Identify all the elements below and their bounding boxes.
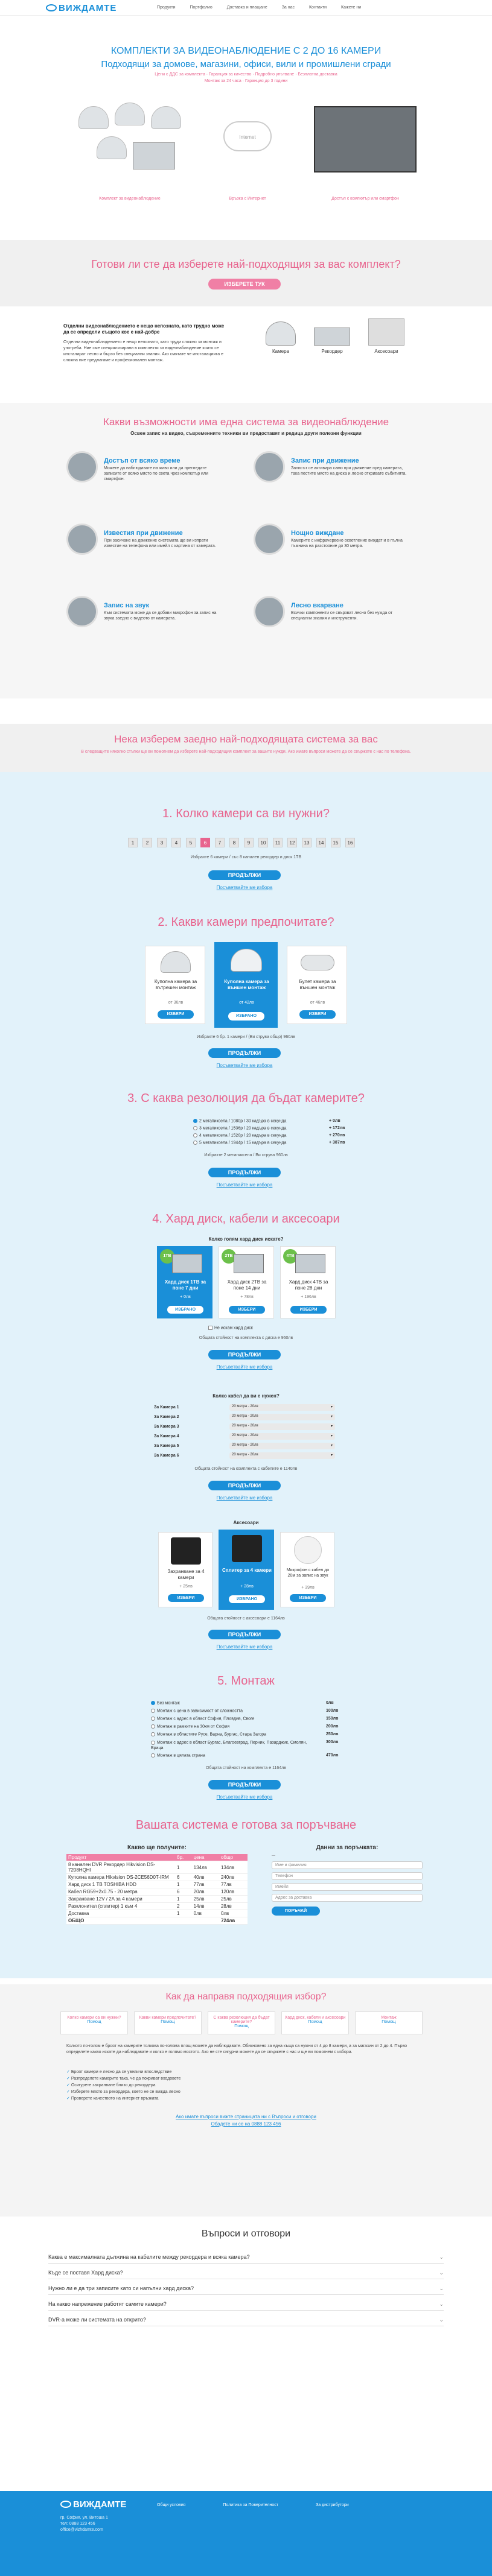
- cloud-icon: Internet: [223, 121, 272, 151]
- order-form-hint: —: [272, 1854, 275, 1858]
- count-option[interactable]: 11: [273, 838, 283, 847]
- step5-title: 5. Монтаж: [217, 1674, 275, 1688]
- order-summary-title: Какво ще получите:: [127, 1844, 187, 1851]
- nav-item[interactable]: Доставка и плащане: [226, 5, 267, 10]
- list-item: ✓ Броят камери е лесно да се увеличи впоследствие: [66, 2070, 172, 2074]
- count-option[interactable]: 9: [244, 838, 254, 847]
- devices-image: [314, 106, 417, 172]
- resolution-option[interactable]: 5 мегапиксела / 1944p / 15 кадъра в секунда: [193, 1141, 302, 1145]
- count-option[interactable]: 16: [345, 838, 355, 847]
- ready-title: Готови ли сте да изберете най-подходящия за вас комплект?: [91, 258, 401, 270]
- feature-title: Запис при движение: [291, 457, 359, 464]
- resolution-price: + 0лв: [329, 1119, 340, 1123]
- resolution-option[interactable]: 2 мегапиксела / 1080p / 30 кадъра в секунда: [193, 1119, 302, 1123]
- disk-price: + 78лв: [240, 1295, 254, 1299]
- install-option[interactable]: Без монтаж: [151, 1701, 308, 1705]
- chevron-down-icon: ▾: [330, 1425, 333, 1428]
- cable-select[interactable]: 20 метра - 20лв ▾: [229, 1443, 335, 1449]
- cable-select[interactable]: 20 метра - 20лв ▾: [229, 1452, 335, 1459]
- step5-note: Общата стойност на комплекта е 1164лв: [206, 1766, 286, 1770]
- logo[interactable]: ВИЖДАМТЕ: [46, 3, 117, 13]
- hero: [0, 16, 492, 233]
- name-field[interactable]: Име и фамилия: [272, 1861, 423, 1869]
- choose-button[interactable]: ИЗБЕРЕТЕ ТУК: [208, 279, 281, 290]
- camera-image: [161, 951, 191, 973]
- install-price: 0лв: [326, 1701, 334, 1705]
- check-icon: ✓: [66, 2070, 70, 2074]
- cable-label: За Камера 5: [154, 1444, 179, 1448]
- howto-section: [0, 1984, 492, 2217]
- chevron-down-icon: ▾: [330, 1444, 333, 1448]
- advice-link[interactable]: Посъветвайте ме избора: [216, 1794, 273, 1800]
- disk-card-selected[interactable]: [157, 1246, 212, 1318]
- logo-eye-icon: [46, 4, 57, 11]
- feature-title: Достъп от всяко време: [104, 457, 181, 464]
- continue-button[interactable]: ПРОДЪЛЖИ: [208, 1168, 281, 1177]
- feature-text: Камерите с инфрачервено осветление виждат и в пълна тъмнина на разстояние до 30 метра.: [291, 539, 403, 548]
- list-item: ✓ Проверете качеството на интернет връзката: [66, 2097, 159, 2101]
- submit-order-button[interactable]: ПОРЪЧАЙ: [272, 1907, 320, 1916]
- faq-item[interactable]: Нужно ли е да три записите като си напълни хард диска? ⌄: [48, 2282, 444, 2295]
- camera-image: [301, 955, 334, 970]
- selected-button[interactable]: ИЗБРАНО: [228, 1012, 264, 1021]
- order-form: [272, 1861, 423, 1916]
- accessories-title: Аксесоари: [233, 1520, 259, 1525]
- install-option[interactable]: Монтаж с цена в зависимост от сложността: [151, 1709, 308, 1713]
- chevron-down-icon: ⌄: [439, 2254, 444, 2260]
- hero-subtitle: Подходящи за домове, магазини, офиси, вили и промишлени сгради: [101, 59, 391, 69]
- feature-title: Запис на звук: [104, 602, 149, 609]
- disk-name: Хард диск 4TB за поне 28 дни: [289, 1279, 328, 1291]
- feature-image: [66, 451, 98, 483]
- install-price: 150лв: [326, 1717, 339, 1721]
- camera-name: Куполна камера за вътрешен монтаж: [154, 979, 197, 990]
- header: [0, 0, 492, 16]
- camera-card[interactable]: [287, 946, 347, 1024]
- accessory-name: Сплитер за 4 камери: [222, 1568, 272, 1573]
- resolution-price: + 270лв: [329, 1133, 345, 1138]
- table-row: Куполна камера Hikvision DS-2CE56D0T-IRM 6 40лв 240лв: [66, 1874, 248, 1881]
- order-title: Вашата система е готова за поръчване: [135, 1818, 357, 1832]
- count-option[interactable]: 10: [258, 838, 268, 847]
- step2-note: Избрахте 6 бр. 1 камери / (Ви струва общо) 960лв: [197, 1035, 295, 1039]
- step2-title: 2. Какви камери предпочитате?: [158, 916, 334, 929]
- accessories-image: [368, 318, 404, 346]
- col-total: общо: [219, 1854, 248, 1861]
- splitter-image: [232, 1535, 262, 1562]
- disk-card[interactable]: [280, 1246, 336, 1318]
- disk-name: Хард диск 2TB за поне 14 дни: [227, 1279, 267, 1291]
- radio-icon[interactable]: [151, 1741, 155, 1745]
- advice-link[interactable]: Посъветвайте ме избора: [216, 1364, 273, 1370]
- step1-note: Избрахте 6 камери / със 8 канален рекордер и диск 1TB: [190, 855, 301, 859]
- about-heading: Отделни видеонаблюдението е нещо непознато, като трудно може да се определи същото кое е най-добре: [63, 323, 225, 335]
- footer-contact: гр. София, ул. Витоша 1 тел: 0888 123 456 office@vizhdamte.com: [60, 2516, 108, 2532]
- camera-card-selected[interactable]: [214, 942, 278, 1028]
- table-row: Кабел RG59+2x0.75 - 20 метра 6 20лв 120лв: [66, 1888, 248, 1896]
- power-supply-image: [171, 1537, 201, 1565]
- chevron-down-icon: ▾: [330, 1434, 333, 1438]
- feature-title: Нощно виждане: [291, 530, 344, 537]
- table-row: Хард диск 1 TB TOSHIBA HDD 1 77лв 77лв: [66, 1881, 248, 1888]
- accessory-name: Микрофон с кабел до 20м за запис на звук: [286, 1568, 330, 1578]
- count-option[interactable]: 12: [287, 838, 297, 847]
- step4-title: 4. Хард диск, кабели и аксесоари: [152, 1212, 340, 1226]
- address-field[interactable]: Адрес за доставка: [272, 1894, 423, 1902]
- cable-label: За Камера 6: [154, 1454, 179, 1458]
- microphone-image: [294, 1536, 322, 1564]
- email-field[interactable]: Имейл: [272, 1883, 423, 1891]
- hero-label: Достъп с компютър или смартфон: [331, 197, 399, 201]
- hero-label: Връзка с Интернет: [229, 197, 266, 201]
- continue-button[interactable]: ПРОДЪЛЖИ: [208, 870, 281, 880]
- count-option[interactable]: 14: [316, 838, 326, 847]
- col-product: Продукт: [66, 1854, 175, 1861]
- accessory-card[interactable]: [158, 1532, 212, 1607]
- selected-button[interactable]: ИЗБРАНО: [229, 1595, 265, 1603]
- accessory-price: + 39лв: [301, 1586, 315, 1590]
- advice-link[interactable]: Посъветвайте ме избора: [216, 885, 273, 890]
- col-qty: бр.: [175, 1854, 192, 1861]
- table-row: Доставка 1 0лв 0лв: [66, 1910, 248, 1917]
- step1-title: 1. Колко камери са ви нужни?: [162, 807, 330, 820]
- chevron-down-icon: ⌄: [439, 2285, 444, 2291]
- resolution-price: + 172лв: [329, 1126, 345, 1130]
- chevron-down-icon: ▾: [330, 1454, 333, 1457]
- radio-icon[interactable]: [151, 1732, 155, 1736]
- footer-link[interactable]: Политика за Поверителност: [223, 2503, 279, 2507]
- disk-image: [295, 1254, 325, 1273]
- features-title: Какви възможности има една система за видеонаблюдение: [103, 416, 389, 428]
- hero-label: Комплект за видеонаблюдение: [99, 197, 161, 201]
- accessory-card[interactable]: [280, 1532, 334, 1607]
- count-option[interactable]: 3: [157, 838, 167, 847]
- howto-card[interactable]: Колко камери са ви нужни? Помощ: [60, 2011, 128, 2034]
- feature-text: Записът се активира само при движение пред камерата, така пестите място на диска и лесно откривате събитията.: [291, 466, 407, 476]
- disk-tag: 4TB: [283, 1249, 298, 1264]
- footer-links: [157, 2503, 349, 2507]
- accessory-note: Общата стойност с аксесоари е 1164лв: [207, 1616, 285, 1621]
- order-form-title: Данни за поръчката:: [316, 1844, 379, 1851]
- feature-image: [254, 451, 285, 483]
- count-option[interactable]: 13: [302, 838, 311, 847]
- about-text: Отделни видеонаблюдението е нещо непознато, като труди сложно за монтаж и употреба. Ние сме специализирани в комплекти за видеонаблюдение които се инсталират лесно и бързо без специални знания. Ако смятате че инсталацията е сложна ние предлагаме и професионален монтаж.: [63, 340, 224, 362]
- install-price: 300лв: [326, 1740, 339, 1744]
- footer-link[interactable]: За дистрибутори: [315, 2503, 349, 2507]
- cable-select[interactable]: 20 метра - 20лв ▾: [229, 1414, 335, 1420]
- feature-title: Известия при движение: [104, 530, 183, 537]
- nav: [157, 5, 361, 10]
- chevron-down-icon: ⌄: [439, 2270, 444, 2276]
- count-option[interactable]: 7: [215, 838, 225, 847]
- disk-tag: 1TB: [160, 1249, 174, 1264]
- feature-text: При засичане на движение системата ще ви изпрати известие на телефона или имейл с картина от камерата.: [104, 539, 216, 548]
- hero-title: КОМПЛЕКТИ ЗА ВИДЕОНАБЛЮДЕНИЕ С 2 ДО 16 КАМЕРИ: [110, 46, 382, 56]
- resolution-option[interactable]: 3 мегапиксела / 1536p / 20 кадъра в секунда: [193, 1126, 302, 1130]
- select-button[interactable]: ИЗБЕРИ: [158, 1010, 194, 1019]
- radio-icon[interactable]: [151, 1724, 155, 1729]
- faq-title: Въпроси и отговори: [201, 2229, 291, 2239]
- features-subtitle: Освен запис на видео, съвременните техники ви предоставят и редица други полезни функции: [130, 431, 362, 436]
- order-table: [66, 1854, 248, 1925]
- table-row: 8 канален DVR Рекордер Hikvision DS-7208HQHI 1 134лв 134лв: [66, 1861, 248, 1874]
- count-option[interactable]: 5: [186, 838, 196, 847]
- chevron-down-icon: ▾: [330, 1415, 333, 1419]
- nav-item[interactable]: За нас: [281, 5, 295, 10]
- feature-text: Всички компоненти се свързват лесно без нужда от специални знания и инструменти.: [291, 611, 393, 621]
- about-item: Аксесоари: [374, 349, 398, 354]
- advice-link[interactable]: Посъветвайте ме избора: [216, 1063, 273, 1068]
- continue-button[interactable]: ПРОДЪЛЖИ: [208, 1048, 281, 1058]
- feature-image: [66, 596, 98, 627]
- checkbox-icon[interactable]: [208, 1326, 212, 1330]
- cable-select[interactable]: 20 метра - 20лв ▾: [229, 1423, 335, 1430]
- feature-text: Към системата може да се добави микрофон за запис на звука заедно с видеото от камерата.: [104, 611, 217, 621]
- nav-item[interactable]: Кажете ни: [341, 5, 362, 10]
- camera-name: Куполна камера за външен монтаж: [224, 979, 269, 990]
- cable-note: Общата стойност на комплекта с кабелите е 1140лв: [194, 1467, 298, 1471]
- disk-name: Хард диск 1TB за поне 7 дни: [164, 1279, 206, 1291]
- camera-price: от 36лв: [168, 1001, 184, 1005]
- radio-icon[interactable]: [151, 1709, 155, 1713]
- check-icon: ✓: [66, 2090, 70, 2094]
- select-button[interactable]: ИЗБЕРИ: [290, 1306, 327, 1314]
- kit-image: [72, 100, 187, 185]
- faq-item[interactable]: Каква е максималната дължина на кабелите между рекордера и всяка камера? ⌄: [48, 2250, 444, 2264]
- count-option[interactable]: 2: [142, 838, 152, 847]
- howto-card[interactable]: Хард диск, кабели и аксесоари Помощ: [281, 2011, 349, 2034]
- radio-icon[interactable]: [193, 1126, 197, 1130]
- disk-image: [172, 1254, 202, 1273]
- continue-button[interactable]: ПРОДЪЛЖИ: [208, 1780, 281, 1790]
- about-item: Рекордер: [321, 349, 343, 354]
- select-button[interactable]: ИЗБЕРИ: [229, 1306, 265, 1314]
- phone-link[interactable]: Обадете ни се на 0888 123 456: [211, 2121, 281, 2127]
- install-price: 250лв: [326, 1732, 339, 1736]
- radio-icon[interactable]: [193, 1133, 197, 1138]
- features-section: [0, 403, 492, 698]
- advice-link[interactable]: Посъветвайте ме избора: [216, 1182, 273, 1188]
- feature-image: [66, 524, 98, 555]
- faq-link[interactable]: Ако имате въпроси вижте страницата ни с Въпроси и отговори: [176, 2114, 316, 2119]
- count-option[interactable]: 15: [331, 838, 340, 847]
- step3-note: Избрахте 2 мегапиксела / Ви струва 960лв: [204, 1153, 288, 1157]
- list-item: ✓ Осигурете захранване близо до рекордера: [66, 2083, 156, 2087]
- nav-item[interactable]: Контакти: [308, 5, 327, 10]
- selected-button[interactable]: ИЗБРАНО: [167, 1306, 203, 1314]
- check-icon: ✓: [66, 2083, 70, 2087]
- advice-link[interactable]: Посъветвайте ме избора: [216, 1495, 273, 1501]
- camera-price: от 42лв: [239, 1001, 254, 1005]
- feature-image: [254, 524, 285, 555]
- cable-label: За Камера 2: [154, 1415, 179, 1419]
- count-option[interactable]: 8: [229, 838, 239, 847]
- check-icon: ✓: [66, 2077, 70, 2081]
- list-item: ✓ Изберете място за рекордера, което не се вижда лесно: [66, 2090, 181, 2094]
- table-row: Захранване 12V / 2A за 4 камери 1 25лв 25лв: [66, 1896, 248, 1903]
- resolution-option[interactable]: 4 мегапиксела / 1520p / 20 кадъра в секунда: [193, 1133, 302, 1138]
- cable-label: За Камера 1: [154, 1405, 179, 1410]
- radio-icon[interactable]: [151, 1753, 155, 1758]
- about-item: Камера: [272, 349, 289, 354]
- howto-text: Колкото по-голям е броят на камерите толкова по-голяма площ можете да наблюдавате. Обикновено за една къща са нужни от 4 до 8 камери, а за магазин от 2 до 4. Първо определете какво искате да наблюдавате и колко е голямо мястото. Ако не сте сигурни можете да се свържете с нас и ще ви помогнем с избора.: [66, 2044, 407, 2054]
- count-option[interactable]: 4: [171, 838, 181, 847]
- camera-card[interactable]: [145, 946, 205, 1024]
- footer-link[interactable]: Общи условия: [157, 2503, 186, 2507]
- feature-title: Лесно вкарване: [291, 602, 343, 609]
- faq-item[interactable]: DVR-а може ли системата на открито? ⌄: [48, 2313, 444, 2326]
- no-disk-checkbox[interactable]: Не искам хард диск: [208, 1326, 253, 1330]
- howto-card[interactable]: Монтаж Помощ: [355, 2011, 423, 2034]
- select-button[interactable]: ИЗБЕРИ: [168, 1594, 204, 1602]
- footer-logo[interactable]: ВИЖДАМТЕ: [60, 2499, 126, 2510]
- faq-item[interactable]: На какво напрежение работят самите камери? ⌄: [48, 2297, 444, 2311]
- faq-section: [0, 2217, 492, 2491]
- continue-button[interactable]: ПРОДЪЛЖИ: [208, 1630, 281, 1639]
- radio-icon[interactable]: [193, 1119, 197, 1123]
- install-option[interactable]: Монтаж в рамките на 30км от София: [151, 1724, 308, 1729]
- accessory-price: + 25лв: [179, 1584, 193, 1589]
- disk-price: + 0лв: [180, 1295, 191, 1299]
- count-option[interactable]: 1: [128, 838, 138, 847]
- disk-note: Общата стойност на комплекта с диска е 960лв: [199, 1336, 293, 1340]
- install-price: 200лв: [326, 1724, 339, 1729]
- continue-button[interactable]: ПРОДЪЛЖИ: [208, 1350, 281, 1359]
- nav-item[interactable]: Портфолио: [190, 5, 212, 10]
- choose-title: Нека изберем заедно най-подходящата система за вас: [114, 733, 378, 745]
- disk-tag: 2TB: [222, 1249, 236, 1264]
- cable-label: За Камера 3: [154, 1425, 179, 1429]
- select-button[interactable]: ИЗБЕРИ: [290, 1594, 326, 1602]
- table-row: Разклонител (сплитер) 1 към 4 2 14лв 28лв: [66, 1903, 248, 1910]
- feature-text: Можете да наблюдавате на живо или да прегледате записите от всяко място по света чрез компютър или смартфон.: [104, 466, 208, 481]
- logo-eye-icon: [60, 2501, 71, 2508]
- install-option[interactable]: Монтаж с адрес в област София, Пловдив, Своге: [151, 1717, 308, 1721]
- select-button[interactable]: ИЗБЕРИ: [299, 1010, 336, 1019]
- footer: [0, 2491, 492, 2576]
- about-section: [0, 306, 492, 403]
- accessory-name: Захранване за 4 камери: [167, 1569, 205, 1580]
- radio-icon[interactable]: [151, 1717, 155, 1721]
- resolution-price: + 387лв: [329, 1141, 345, 1145]
- choose-section: [0, 724, 492, 772]
- install-option[interactable]: Монтаж в областите Русе, Варна, Бургас, Стара Загора: [151, 1732, 308, 1736]
- camera-image: [266, 321, 296, 346]
- install-price: 470лв: [326, 1753, 339, 1758]
- disk-card[interactable]: [219, 1246, 274, 1318]
- accessory-price: + 28лв: [240, 1584, 254, 1589]
- camera-image: [231, 949, 262, 972]
- chevron-down-icon: ⌄: [439, 2301, 444, 2307]
- install-option[interactable]: Монтаж в цялата страна: [151, 1753, 308, 1758]
- accessory-card-selected[interactable]: [219, 1530, 274, 1610]
- hero-bullets: Цени с ДДС за комплекта · Гаранция за качество · Подробно упътване · Безплатна доставка Монтаж за 24 часа · Гаранция до 3 години: [155, 72, 337, 83]
- continue-button[interactable]: ПРОДЪЛЖИ: [208, 1481, 281, 1490]
- camera-name: Булет камера за външен монтаж: [299, 979, 336, 990]
- radio-icon[interactable]: [193, 1141, 197, 1145]
- disk-image: [234, 1254, 264, 1273]
- chevron-down-icon: ⌄: [439, 2317, 444, 2323]
- cable-label: За Камера 4: [154, 1434, 179, 1438]
- howto-bullets: [66, 2069, 423, 2102]
- order-table-header: [66, 1854, 248, 1861]
- disk-price: + 196лв: [301, 1295, 316, 1299]
- howto-title: Как да направя подходящия избор?: [165, 1992, 327, 2002]
- faq-item[interactable]: Къде се поставя Хард диска? ⌄: [48, 2266, 444, 2279]
- ready-section: [0, 240, 492, 306]
- step3-title: 3. С каква резолюция да бъдат камерите?: [127, 1092, 365, 1105]
- radio-icon[interactable]: [151, 1701, 155, 1705]
- chevron-down-icon: ▾: [330, 1405, 333, 1409]
- cable-select[interactable]: 20 метра - 20лв ▾: [229, 1433, 335, 1440]
- recorder-image: [314, 328, 350, 346]
- install-price: 100лв: [326, 1709, 339, 1713]
- howto-card[interactable]: С каква резолюция да бъдат камерите? Помощ: [208, 2011, 275, 2034]
- count-option-selected[interactable]: 6: [200, 838, 210, 847]
- check-icon: ✓: [66, 2097, 70, 2101]
- disk-title: Колко голям хард диск искате?: [208, 1236, 284, 1242]
- advice-link[interactable]: Посъветвайте ме избора: [216, 1644, 273, 1650]
- list-item: ✓ Разпределете камерите така, че да покриват входовете: [66, 2077, 181, 2081]
- feature-image: [254, 596, 285, 627]
- nav-item[interactable]: Продукти: [157, 5, 176, 10]
- cable-title: Колко кабел да ви е нужен?: [212, 1393, 280, 1399]
- phone-field[interactable]: Телефон: [272, 1872, 423, 1880]
- camera-price: от 46лв: [310, 1001, 325, 1005]
- col-price: цена: [192, 1854, 219, 1861]
- howto-card[interactable]: Какви камери предпочитате? Помощ: [134, 2011, 202, 2034]
- cable-select[interactable]: 20 метра - 20лв ▾: [229, 1404, 335, 1411]
- choose-text: В следващите няколко стъпки ще ви помогнем да изберете най-подходящия комплект за вашите нужди. Ако имате въпроси можете да се свържете с нас по телефона.: [81, 750, 411, 754]
- total-row: ОБЩО 724лв: [66, 1917, 248, 1925]
- install-option[interactable]: Монтаж с адрес в област Бургас, Благоевград, Перник, Пазарджик, Смолян, Враца: [151, 1741, 307, 1750]
